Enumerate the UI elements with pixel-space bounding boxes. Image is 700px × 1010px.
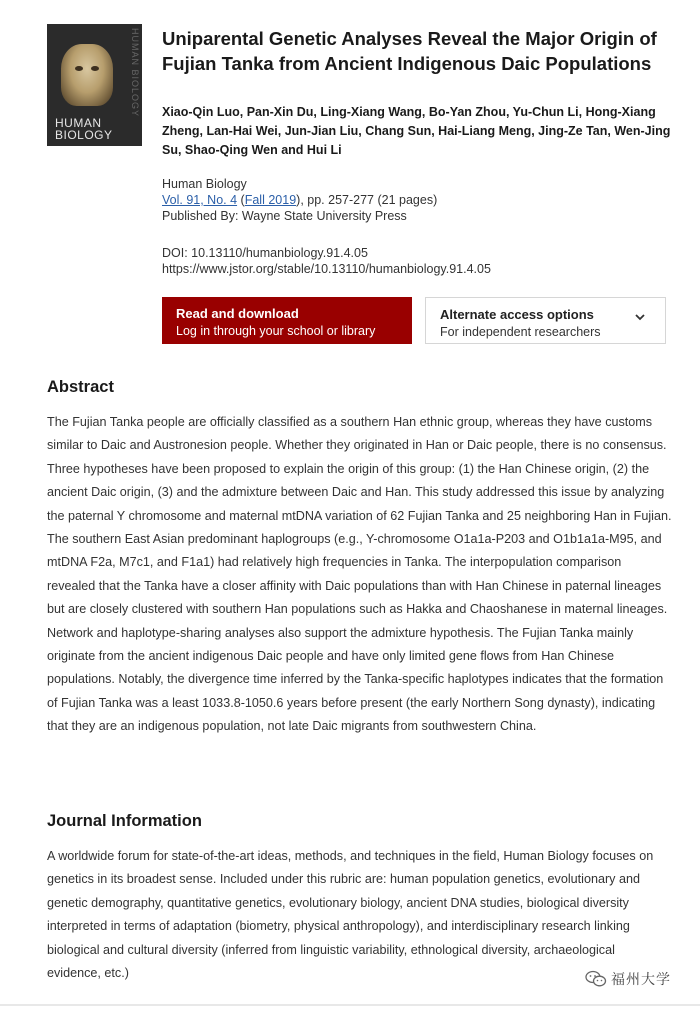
journal-name: Human Biology xyxy=(162,177,247,191)
journal-info-heading: Journal Information xyxy=(47,812,202,830)
cover-title-line1: HUMAN xyxy=(55,116,102,130)
issue-date-link[interactable]: Fall 2019 xyxy=(244,193,297,207)
cover-statue-image xyxy=(61,44,113,106)
doi: DOI: 10.13110/humanbiology.91.4.05 xyxy=(162,246,368,260)
alt-button-subtitle: For independent researchers xyxy=(440,325,601,339)
alt-button-title: Alternate access options xyxy=(440,307,594,322)
journal-cover-image[interactable] xyxy=(47,24,142,146)
read-button-subtitle: Log in through your school or library xyxy=(176,324,376,338)
volume-link[interactable]: Vol. 91, No. 4 xyxy=(162,193,238,207)
watermark-text: 福州大学 xyxy=(611,971,671,987)
issue-paren-open: ( xyxy=(240,193,245,207)
chevron-down-icon xyxy=(633,310,647,324)
issue-line xyxy=(162,192,437,208)
cover-title-line2: BIOLOGY xyxy=(55,128,113,142)
publisher: Published By: Wayne State University Press xyxy=(162,209,407,223)
abstract-heading: Abstract xyxy=(47,378,114,396)
alternate-access-button[interactable] xyxy=(425,297,666,344)
article-authors: Xiao-Qin Luo, Pan-Xin Du, Ling-Xiang Wang, Bo-Yan Zhou, Yu-Chun Li, Hong-Xiang Zheng, Lan-Hai Wei, Jun-Jian Liu, Chang Sun, Hai-Liang Meng, Jing-Ze Tan, Wen-Jing Su, Shao-Qing Wen and Hui Li xyxy=(162,105,671,157)
read-button-title: Read and download xyxy=(176,306,299,321)
cover-side-text: HUMAN BIOLOGY xyxy=(130,28,140,118)
page-range: , pp. 257-277 (21 pages) xyxy=(300,193,438,207)
abstract-text: The Fujian Tanka people are officially classified as a southern Han ethnic group, whereas they have customs similar to Daic and Austronesion people. Whether they originated in Han or Daic people, there is no consensus. Three hypotheses have been proposed to explain the origin of this group: (1) the Han Chinese origin, (2) the ancient Daic origin, (3) and the admixture between Daic and Han. This study addressed this issue by analyzing the paternal Y chromosome and maternal mtDNA variation of 62 Fujian Tanka and 25 neighboring Han in Fujian. The southern East Asian predominant haplogroups (e.g., Y-chromosome O1a1a-P203 and O1b1a1a-M95, and mtDNA F2a, M7c1, and F1a1) had relatively high frequencies in Tanka. The interpopulation comparison revealed that the Tanka have a closer affinity with Daic populations than with Han Chinese in paternal lineages but are closely clustered with southern Han populations such as Hakka and Chaoshanese in maternal lineages. Network and haplotype-sharing analyses also support the admixture hypothesis. The Fujian Tanka mainly originate from the ancient indigenous Daic people and have only limited gene flows from Han Chinese populations. Notably, the divergence time inferred by the Tanka-specific haplotypes indicates that the formation of Fujian Tanka was a least 1033.8-1050.6 years before present (the early Northern Song dynasty), indicating that they are an indigenous population, not late Daic migrants from southwestern China. xyxy=(47,415,672,734)
watermark xyxy=(585,969,671,989)
journal-info-text: A worldwide forum for state-of-the-art ideas, methods, and techniques in the field, Human Biology focuses on genetics in its broadest sense. Included under this rubric are: human population genetics, evolutionary and genetic demography, quantitative genetics, evolutionary biology, ancient DNA studies, biological diversity interpreted in terms of adaptation (biometry, physical anthropology), and interdisciplinary research linking biological and cultural diversity (inferred from linguistic variability, ethnological diversity, archaeological evidence, etc.) xyxy=(47,849,654,981)
stable-url[interactable]: https://www.jstor.org/stable/10.13110/humanbiology.91.4.05 xyxy=(162,262,491,276)
bottom-divider xyxy=(0,1004,700,1006)
wechat-icon xyxy=(585,970,607,988)
issue-paren-close: ) xyxy=(296,193,301,207)
article-title: Uniparental Genetic Analyses Reveal the Major Origin of Fujian Tanka from Ancient Indigenous Daic Populations xyxy=(162,28,657,74)
read-and-download-button[interactable] xyxy=(162,297,412,344)
